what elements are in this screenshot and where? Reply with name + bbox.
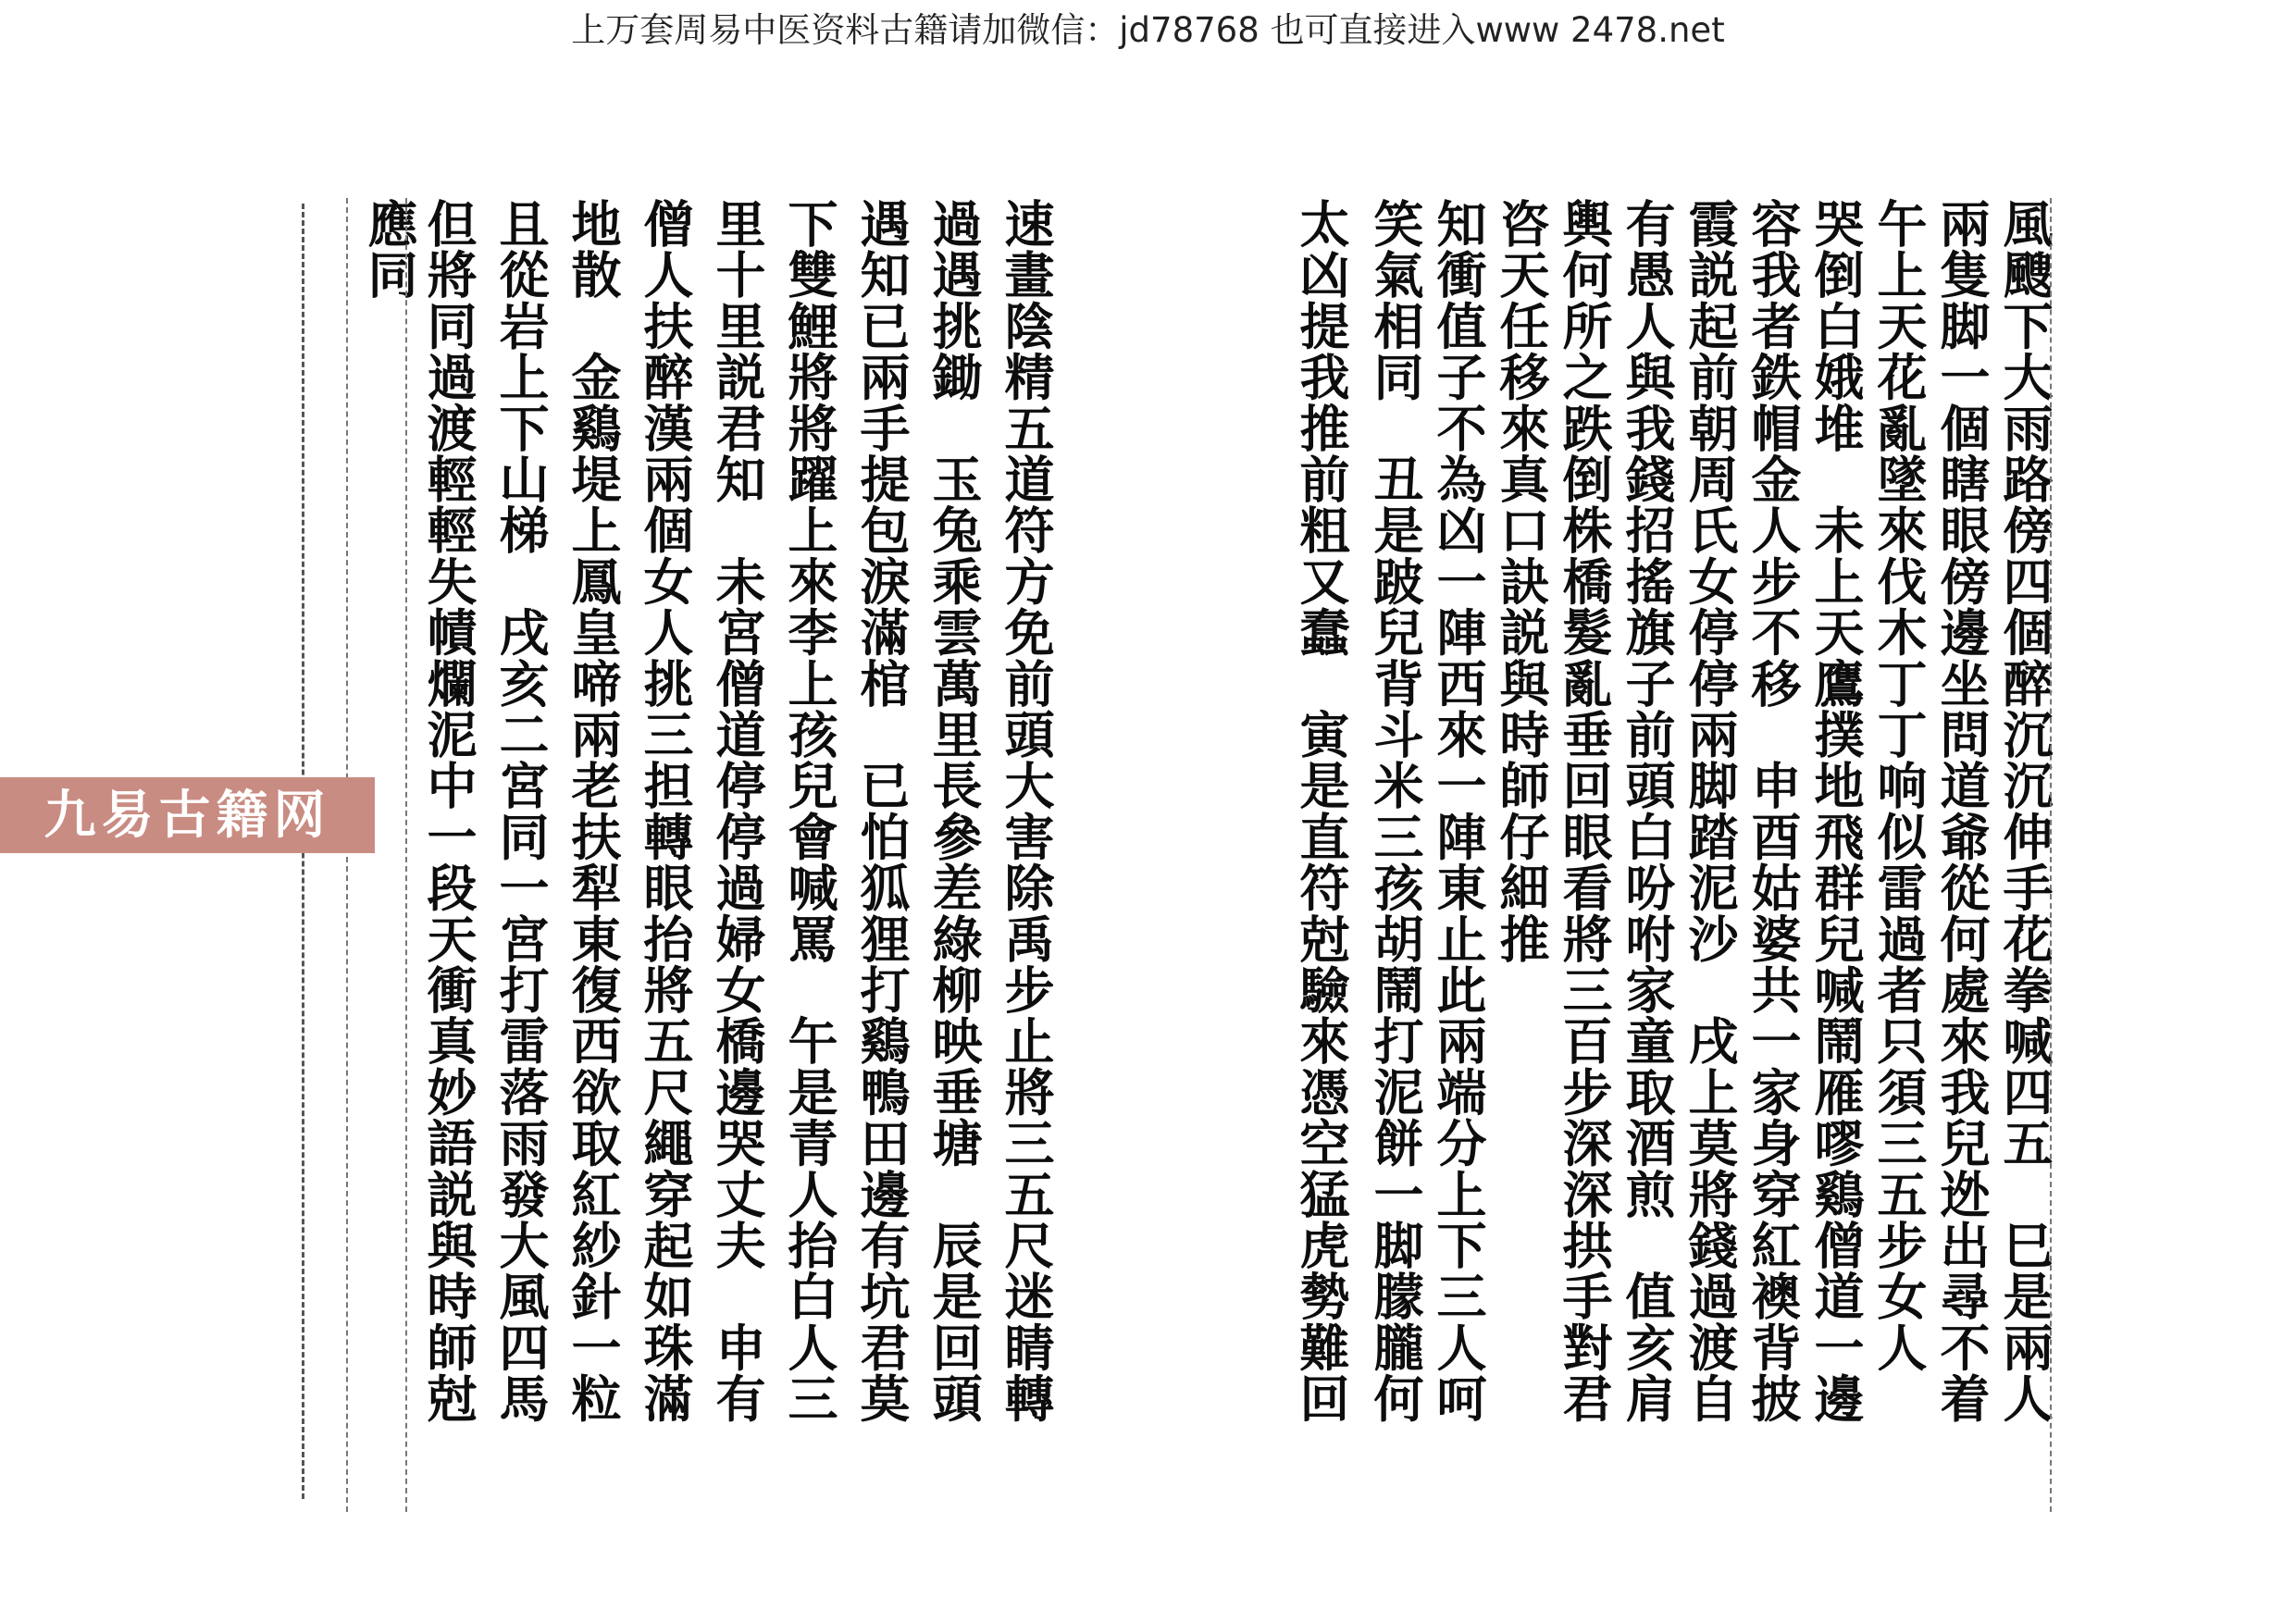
right-column-2: 兩隻脚一個瞎眼傍邊坐問道爺從何處來我兒迯出尋不着 [1932,198,1992,1424]
right-column-7: 有愚人與我錢招搖旗子前頭白吩咐家童取酒煎 值亥肩 [1618,198,1677,1424]
left-column-5: 里十里説君知 未宮僧道停停過婦女橋邊哭丈夫 申有 [708,198,767,1424]
right-column-5: 容我者鉄帽金人步不移 申酉姑婆共一家身穿紅襖背披 [1744,198,1803,1424]
right-column-12: 太凶提我推前粗又蠢 寅是直符尅驗來憑空猛虎勢難回 [1292,198,1351,1424]
left-column-divider [346,198,348,1512]
right-column-9: 咨天任移來真口訣説與時師仔細推 [1492,198,1551,964]
left-column-6: 僧人扶醉漢兩個女人挑三担轉眼抬將五尺繩穿起如珠滿 [636,198,695,1424]
right-column-divider [2050,198,2052,1512]
header-banner: 上万套周易中医资料古籍请加微信：jd78768 也可直接进入www 2478.net [571,10,1725,50]
right-column-8: 輿何所之跌倒株橋髮亂垂回眼看將三百步深深拱手對君 [1555,198,1614,1424]
left-column-1: 速畫陰精五道符方免前頭大害除禹步止將三五尺迷睛轉 [997,198,1056,1424]
left-column-7: 地散 金鷄堤上鳳皇啼兩老扶犁東復西欲取紅紗針一粒 [564,198,623,1424]
right-column-11: 笑氣相同 丑是跛兒背斗米三孩胡鬧打泥餅一脚朦朧何 [1366,198,1425,1424]
left-column-divider [405,198,407,1512]
left-column-8: 且從岩上下山梯 戌亥二宮同一宮打雷落雨發大風四馬 [491,198,551,1424]
right-column-4: 哭倒白娥堆 未上天鷹撲地飛群兒喊鬧雁嘐鷄僧道一邊 [1806,198,1866,1424]
right-column-6: 霞説起前朝周氏女停停兩脚踏泥沙 戌上莫將錢過渡自 [1681,198,1740,1424]
left-column-3: 遇知已兩手提包淚滿棺 已怕狐狸打鷄鴨田邊有坑君莫 [852,198,912,1424]
left-column-9: 但將同過渡輕輕失幘爛泥中一段天衝真妙語説與時師尅 [419,198,478,1424]
site-watermark: 九易古籍网 [0,777,375,853]
right-page [1254,198,2068,1512]
right-column-10: 知衝值子不為凶一陣西來一陣東止此兩端分上下三人呵 [1429,198,1488,1424]
left-page [302,198,1061,1512]
left-column-10: 應同 [360,198,419,301]
left-column-2: 過遇挑鋤 玉兔乘雲萬里長參差綠柳映垂塘 辰是回頭 [925,198,984,1424]
right-column-1: 風颼下大雨路傍四個醉沉沉伸手花拳喊四五 巳是兩人 [1995,198,2054,1424]
right-column-3: 午上天花亂墜來伐木丁丁响似雷過者只須三五步女人 [1869,198,1929,1373]
left-column-4: 下雙鯉將將躍上來李上孩兒會喊罵 午是青人抬白人三 [780,198,839,1424]
